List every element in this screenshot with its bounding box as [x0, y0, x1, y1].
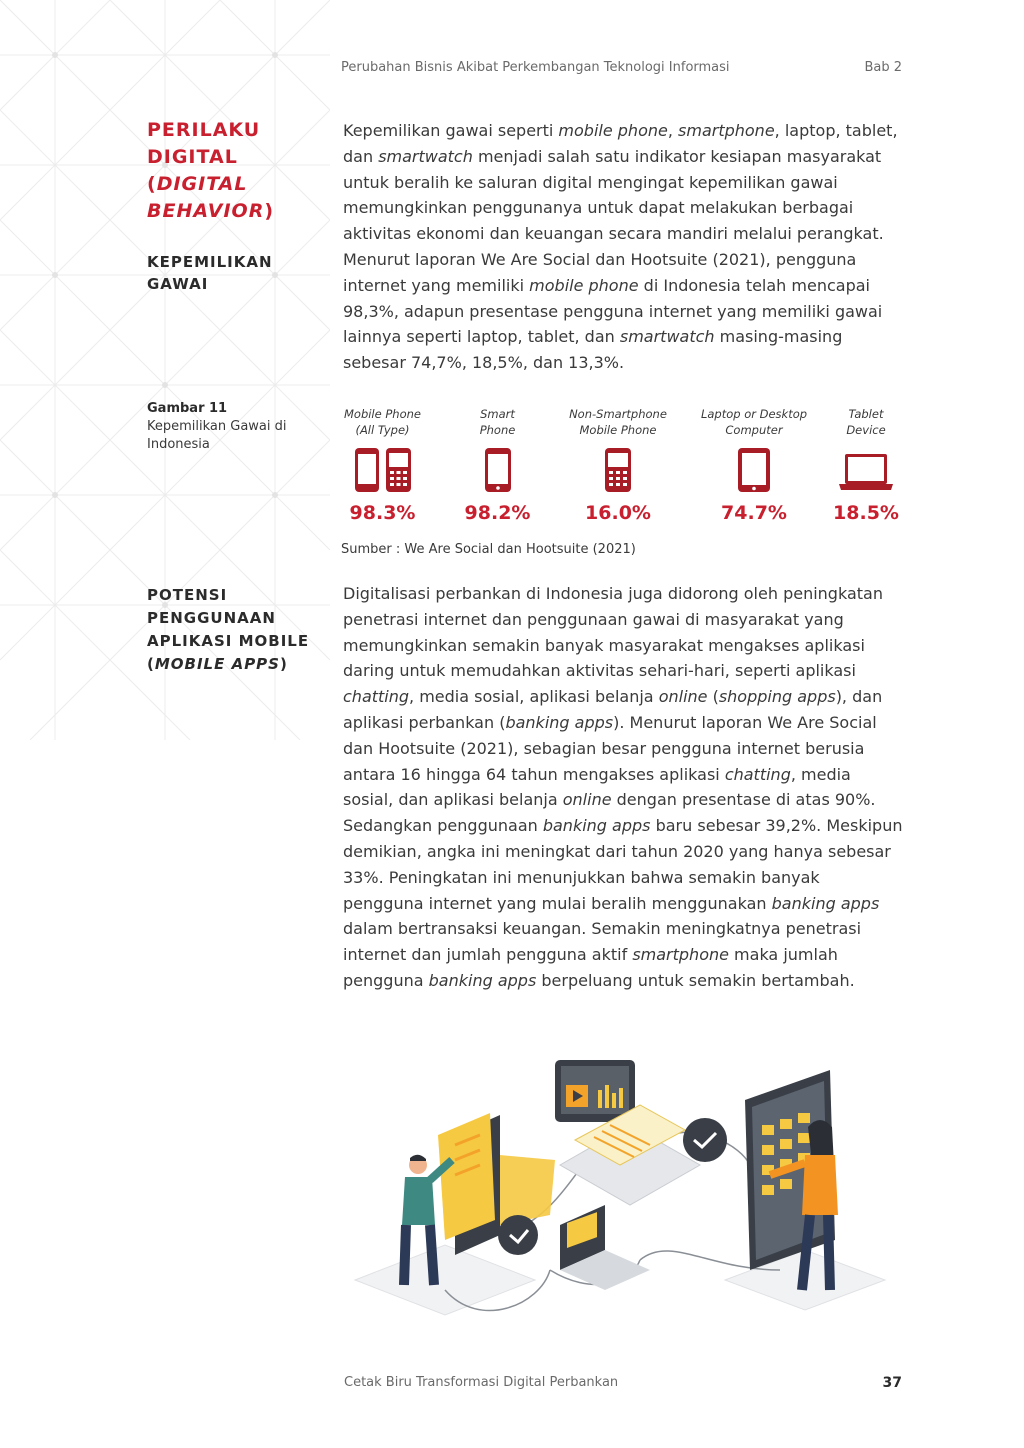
device-label	[828, 406, 904, 440]
italic-term: shopping apps	[718, 687, 836, 707]
keypad-phone-icon	[562, 446, 674, 498]
text-run: Kepemilikan gawai seperti	[343, 121, 559, 140]
italic-term: chatting	[343, 687, 410, 707]
device-label-line1: Smart	[480, 407, 515, 421]
mobile-phones-icon	[335, 446, 430, 498]
subheading-kepemilikan-gawai	[147, 251, 273, 295]
text-run: dalam bertransaksi keuangan. Semakin meningkatnya penetrasi internet dan jumlah pengguna aktif	[343, 919, 862, 965]
heading-italic: DIGITAL	[156, 173, 248, 195]
text-run: berpeluang untuk semakin bertambah.	[536, 970, 855, 990]
device-label-line2: Device	[846, 423, 886, 437]
device-label	[455, 406, 540, 440]
device-label-line1: Tablet	[848, 407, 884, 421]
device-item-tablet	[828, 406, 904, 524]
text-run: , media sosial, aplikasi belanja	[409, 687, 659, 707]
italic-term: banking apps	[771, 893, 880, 913]
smartphone-icon	[455, 446, 540, 498]
text-run: dengan presentase di atas 90%. Sedangkan penggunaan	[343, 790, 876, 836]
section1-paragraph	[343, 118, 903, 376]
heading-line: PERILAKU	[147, 119, 261, 141]
text-run: , media sosial, dan aplikasi belanja	[343, 764, 851, 810]
italic-term: banking apps	[542, 816, 651, 836]
device-item-non-smartphone	[562, 406, 674, 524]
device-percentage: 16.0%	[585, 502, 651, 524]
heading-line	[147, 198, 274, 225]
heading-line: DIGITAL	[147, 146, 238, 168]
device-item-mobile-phone	[335, 406, 430, 524]
heading-line: POTENSI	[147, 586, 228, 604]
text-run: ), dan aplikasi perbankan (	[343, 687, 883, 732]
device-label	[693, 406, 815, 440]
italic-term: mobile phone	[558, 121, 668, 140]
device-percentage: 18.5%	[833, 502, 899, 524]
heading-italic: MOBILE APPS	[154, 655, 280, 673]
device-label-line1: Mobile Phone	[343, 407, 421, 421]
italic-term: mobile phone	[529, 275, 639, 295]
heading-line: APLIKASI MOBILE	[147, 632, 310, 650]
section-heading-mobile-apps	[147, 584, 309, 676]
italic-term: banking apps	[428, 970, 537, 990]
text-run: Digitalisasi perbankan di Indonesia juga didorong oleh peningkatan penetrasi internet dan penggunaan gawai di masyarakat yang memungkinkan semakin banyak masyarakat mengakses aplikasi daring untuk memudahkan aktivitas sehari-hari, seperti aplikasi	[343, 584, 883, 681]
heading-line	[147, 653, 309, 676]
heading-paren: )	[264, 200, 275, 222]
italic-term: smartphone	[632, 945, 729, 965]
heading-line	[147, 171, 274, 198]
footer-title: Cetak Biru Transformasi Digital Perbankan	[344, 1375, 619, 1390]
tablet-icon	[693, 446, 815, 498]
device-item-smartphone	[455, 406, 540, 524]
paragraph-text	[343, 581, 903, 994]
device-label-line2: Computer	[725, 423, 783, 437]
section2-paragraph	[343, 581, 903, 994]
device-label-line1: Laptop or Desktop	[700, 407, 808, 421]
device-label-line1: Non-Smartphone	[569, 407, 667, 421]
device-percentage: 98.2%	[464, 502, 531, 524]
device-item-computer	[693, 406, 815, 524]
laptop-icon	[828, 446, 904, 498]
text-run: ). Menurut laporan We Are Social dan Hootsuite (2021), sebagian besar pengguna internet berusia antara 16 hingga 64 tahun mengakses aplikasi	[343, 712, 877, 784]
section-heading-digital-behavior	[147, 117, 274, 225]
page-footer	[344, 1375, 902, 1390]
figure-source: Sumber : We Are Social dan Hootsuite (2021)	[341, 542, 636, 557]
device-percentage: 74.7%	[721, 502, 787, 524]
device-label-line2: Phone	[479, 423, 516, 437]
heading-paren: (	[147, 655, 155, 673]
subheading-line: KEPEMILIKAN	[147, 253, 273, 271]
text-run: ,	[667, 121, 679, 140]
text-run: maka jumlah pengguna	[343, 945, 838, 990]
header-title: Perubahan Bisnis Akibat Perkembangan Teknologi Informasi	[341, 60, 730, 75]
italic-term: smartphone	[678, 121, 775, 140]
text-run: , laptop, tablet, dan	[343, 121, 898, 166]
italic-term: smartwatch	[619, 327, 715, 347]
header-chapter: Bab 2	[864, 60, 902, 75]
paragraph-text	[343, 118, 903, 376]
device-label-line2: (All Type)	[355, 423, 410, 437]
text-run: baru sebesar 39,2%. Meskipun demikian, angka ini meningkat dari tahun 2020 yang hanya sebesar 33%. Peningkatan ini menunjukkan bahwa semakin banyak pengguna internet yang mulai beralih menggunakan	[343, 816, 903, 913]
text-run: masing-masing sebesar 74,7%, 18,5%, dan 13,3%.	[343, 327, 843, 373]
device-label	[562, 406, 674, 440]
text-run: di Indonesia telah mencapai 98,3%, adapun presentase pengguna internet yang memiliki gawai lainnya seperti laptop, tablet, dan	[343, 275, 883, 347]
heading-paren: (	[147, 173, 157, 195]
digital-banking-illustration	[350, 1055, 890, 1330]
figure-caption	[147, 400, 317, 454]
heading-paren: )	[279, 655, 288, 673]
italic-term: banking apps	[505, 712, 614, 732]
figure-label: Gambar 11	[147, 401, 228, 416]
device-label-line2: Mobile Phone	[579, 423, 657, 437]
text-run: menjadi salah satu indikator kesiapan masyarakat untuk beralih ke saluran digital mengingat kepemilikan gawai memungkinkan penggunanya untuk dapat melakukan berbagai aktivitas ekonomi dan keuangan secara mandiri melalui perangkat. Menurut laporan We Are Social dan Hootsuite (2021), pengguna internet yang memiliki	[343, 146, 884, 295]
device-label	[335, 406, 430, 440]
italic-term: online	[658, 687, 708, 707]
italic-term: smartwatch	[378, 146, 473, 166]
page-number: 37	[882, 1375, 902, 1391]
heading-italic: BEHAVIOR	[147, 200, 265, 222]
subheading-line: GAWAI	[147, 275, 209, 293]
heading-line: PENGGUNAAN	[147, 609, 276, 627]
italic-term: chatting	[724, 764, 791, 784]
italic-term: online	[562, 790, 612, 810]
text-run: (	[707, 687, 719, 707]
device-percentage: 98.3%	[349, 502, 416, 524]
figure-caption-text: Kepemilikan Gawai di Indonesia	[147, 419, 287, 452]
